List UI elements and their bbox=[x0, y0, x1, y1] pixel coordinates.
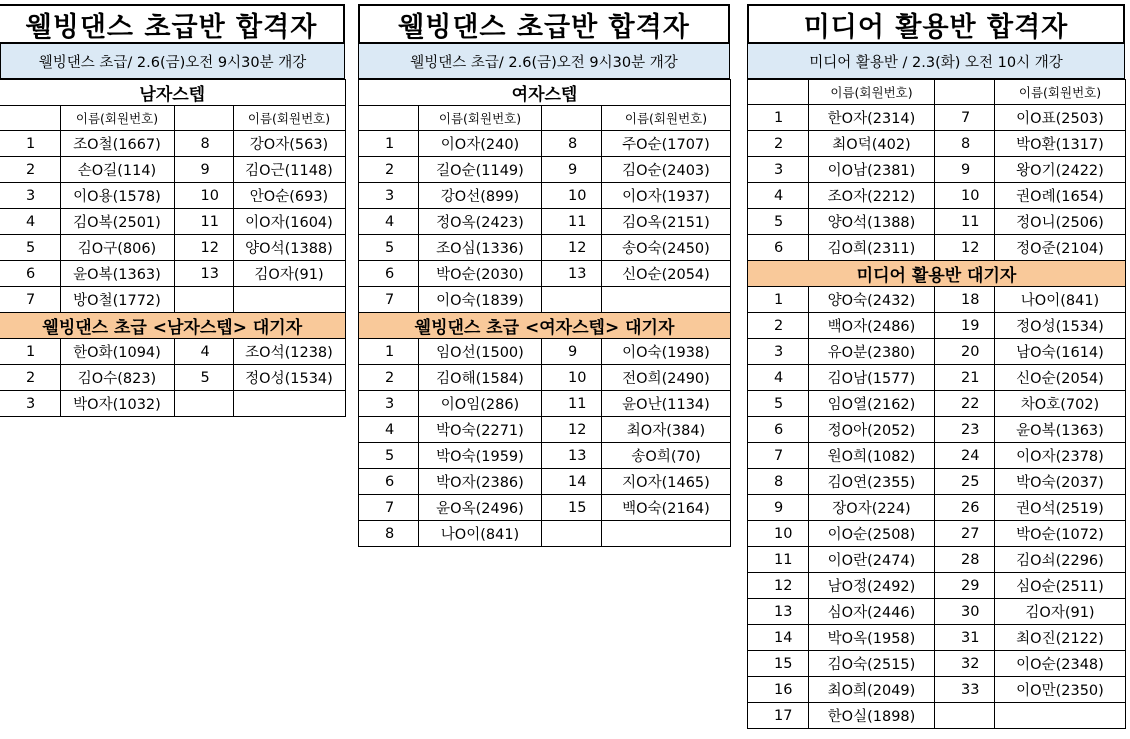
row-number: 14 bbox=[542, 469, 602, 495]
member-name: 이O순(2508) bbox=[809, 521, 935, 547]
member-name: 박O숙(1959) bbox=[419, 443, 542, 469]
row-number: 11 bbox=[748, 547, 809, 573]
member-name: 원O희(1082) bbox=[809, 443, 935, 469]
member-name: 김O수(823) bbox=[60, 365, 174, 391]
waitlist-row bbox=[359, 443, 731, 469]
row-number: 3 bbox=[0, 183, 60, 209]
member-name: 장O자(224) bbox=[809, 495, 935, 521]
member-name: 정O성(1534) bbox=[233, 365, 345, 391]
member-name: 임O열(2162) bbox=[809, 391, 935, 417]
member-name: 권O석(2519) bbox=[995, 495, 1126, 521]
row-number: 25 bbox=[935, 469, 995, 495]
table-row bbox=[359, 287, 731, 313]
row-number: 13 bbox=[174, 261, 233, 287]
row-number: 15 bbox=[542, 495, 602, 521]
row-number: 8 bbox=[174, 131, 233, 157]
member-name: 이O란(2474) bbox=[809, 547, 935, 573]
member-name: 이O남(2381) bbox=[809, 157, 935, 183]
panel-subtitle: 웰빙댄스 초급/ 2.6(금)오전 9시30분 개강 bbox=[0, 44, 345, 79]
row-number: 9 bbox=[542, 339, 602, 365]
row-number: 28 bbox=[935, 547, 995, 573]
waitlist-row bbox=[748, 313, 1126, 339]
waitlist-row bbox=[0, 365, 345, 391]
waitlist-row bbox=[748, 469, 1126, 495]
member-name: 조O자(2212) bbox=[809, 183, 935, 209]
member-name: 나O이(841) bbox=[995, 287, 1126, 313]
roster-table bbox=[0, 79, 346, 417]
row-number: 1 bbox=[0, 339, 60, 365]
member-name: 이O숙(1938) bbox=[602, 339, 731, 365]
row-number: 12 bbox=[174, 235, 233, 261]
row-number: 1 bbox=[359, 339, 419, 365]
header-row bbox=[359, 106, 731, 131]
row-number: 6 bbox=[748, 235, 809, 261]
row-number: 6 bbox=[748, 417, 809, 443]
member-name: 정O니(2506) bbox=[995, 209, 1126, 235]
row-number: 12 bbox=[935, 235, 995, 261]
row-number: 6 bbox=[359, 261, 419, 287]
member-name: 박O자(1032) bbox=[60, 391, 174, 417]
row-number: 10 bbox=[935, 183, 995, 209]
row-number: 24 bbox=[935, 443, 995, 469]
table-row bbox=[0, 235, 345, 261]
row-number: 29 bbox=[935, 573, 995, 599]
row-number: 1 bbox=[0, 131, 60, 157]
member-name: 신O순(2054) bbox=[602, 261, 731, 287]
table-row bbox=[748, 105, 1126, 131]
waitlist-row bbox=[359, 469, 731, 495]
row-number: 31 bbox=[935, 625, 995, 651]
section-title: 여자스텝 bbox=[359, 80, 731, 106]
row-number: 3 bbox=[359, 391, 419, 417]
row-number: 10 bbox=[748, 521, 809, 547]
member-name bbox=[995, 703, 1126, 729]
header-blank bbox=[359, 106, 419, 131]
table-row bbox=[748, 157, 1126, 183]
waitlist-row bbox=[359, 417, 731, 443]
member-name: 전O희(2490) bbox=[602, 365, 731, 391]
row-number: 26 bbox=[935, 495, 995, 521]
member-name: 이O순(2348) bbox=[995, 651, 1126, 677]
header-blank bbox=[935, 80, 995, 105]
member-name: 송O숙(2450) bbox=[602, 235, 731, 261]
row-number: 13 bbox=[748, 599, 809, 625]
member-name: 한O자(2314) bbox=[809, 105, 935, 131]
table-row bbox=[359, 183, 731, 209]
roster-table bbox=[747, 79, 1126, 729]
member-name: 윤O난(1134) bbox=[602, 391, 731, 417]
row-number: 8 bbox=[359, 521, 419, 547]
header-blank bbox=[0, 106, 60, 131]
member-name: 임O선(1500) bbox=[419, 339, 542, 365]
row-number: 3 bbox=[0, 391, 60, 417]
member-name: 백O자(2486) bbox=[809, 313, 935, 339]
member-name: 박O환(1317) bbox=[995, 131, 1126, 157]
member-name: 김O숙(2515) bbox=[809, 651, 935, 677]
row-number: 15 bbox=[748, 651, 809, 677]
row-number bbox=[174, 287, 233, 313]
row-number: 16 bbox=[748, 677, 809, 703]
member-name: 나O이(841) bbox=[419, 521, 542, 547]
row-number: 20 bbox=[935, 339, 995, 365]
waitlist-row bbox=[748, 365, 1126, 391]
row-number: 9 bbox=[748, 495, 809, 521]
member-name: 정O준(2104) bbox=[995, 235, 1126, 261]
member-name: 양O숙(2432) bbox=[809, 287, 935, 313]
member-name: 백O숙(2164) bbox=[602, 495, 731, 521]
row-number: 11 bbox=[174, 209, 233, 235]
row-number: 4 bbox=[748, 365, 809, 391]
panel-title: 웰빙댄스 초급반 합격자 bbox=[358, 4, 730, 44]
waitlist-row bbox=[0, 339, 345, 365]
waitlist-title: 웰빙댄스 초급 <남자스텝> 대기자 bbox=[0, 313, 345, 339]
row-number: 22 bbox=[935, 391, 995, 417]
member-name: 주O순(1707) bbox=[602, 131, 731, 157]
member-name: 손O길(114) bbox=[60, 157, 174, 183]
table-row bbox=[359, 131, 731, 157]
row-number: 10 bbox=[174, 183, 233, 209]
waitlist-row bbox=[748, 417, 1126, 443]
table-row bbox=[748, 209, 1126, 235]
member-name: 권O례(1654) bbox=[995, 183, 1126, 209]
row-number: 9 bbox=[935, 157, 995, 183]
row-number: 9 bbox=[174, 157, 233, 183]
table-row bbox=[0, 183, 345, 209]
column-header-name: 이름(회원번호) bbox=[602, 106, 731, 131]
row-number: 33 bbox=[935, 677, 995, 703]
row-number bbox=[542, 287, 602, 313]
member-name: 안O순(693) bbox=[233, 183, 345, 209]
waitlist-title: 미디어 활용반 대기자 bbox=[748, 261, 1126, 287]
member-name: 박O옥(1958) bbox=[809, 625, 935, 651]
row-number: 3 bbox=[748, 157, 809, 183]
member-name: 김O구(806) bbox=[60, 235, 174, 261]
member-name: 방O철(1772) bbox=[60, 287, 174, 313]
member-name: 이O숙(1839) bbox=[419, 287, 542, 313]
row-number: 11 bbox=[542, 391, 602, 417]
member-name bbox=[602, 287, 731, 313]
column-header-name: 이름(회원번호) bbox=[60, 106, 174, 131]
panel-dance-female bbox=[358, 4, 730, 547]
member-name: 김O연(2355) bbox=[809, 469, 935, 495]
member-name: 최O희(2049) bbox=[809, 677, 935, 703]
row-number: 4 bbox=[0, 209, 60, 235]
row-number: 12 bbox=[542, 417, 602, 443]
member-name: 양O석(1388) bbox=[233, 235, 345, 261]
member-name: 박O순(1072) bbox=[995, 521, 1126, 547]
member-name: 박O순(2030) bbox=[419, 261, 542, 287]
waitlist-row bbox=[748, 391, 1126, 417]
waitlist-row bbox=[359, 365, 731, 391]
panel-subtitle: 미디어 활용반 / 2.3(화) 오전 10시 개강 bbox=[747, 44, 1125, 79]
member-name bbox=[602, 521, 731, 547]
member-name: 정O아(2052) bbox=[809, 417, 935, 443]
member-name: 윤O옥(2496) bbox=[419, 495, 542, 521]
member-name: 김O순(2403) bbox=[602, 157, 731, 183]
member-name: 강O선(899) bbox=[419, 183, 542, 209]
header-blank bbox=[542, 106, 602, 131]
member-name: 남O숙(1614) bbox=[995, 339, 1126, 365]
row-number: 11 bbox=[542, 209, 602, 235]
member-name: 양O석(1388) bbox=[809, 209, 935, 235]
row-number: 14 bbox=[748, 625, 809, 651]
row-number: 10 bbox=[542, 183, 602, 209]
row-number: 12 bbox=[542, 235, 602, 261]
row-number: 8 bbox=[748, 469, 809, 495]
row-number: 7 bbox=[359, 495, 419, 521]
member-name: 박O숙(2271) bbox=[419, 417, 542, 443]
member-name: 김O복(2501) bbox=[60, 209, 174, 235]
row-number: 5 bbox=[748, 209, 809, 235]
row-number: 5 bbox=[748, 391, 809, 417]
member-name: 최O진(2122) bbox=[995, 625, 1126, 651]
row-number: 7 bbox=[935, 105, 995, 131]
member-name: 박O자(2386) bbox=[419, 469, 542, 495]
row-number: 10 bbox=[542, 365, 602, 391]
row-number: 8 bbox=[542, 131, 602, 157]
row-number: 27 bbox=[935, 521, 995, 547]
row-number: 32 bbox=[935, 651, 995, 677]
waitlist-row bbox=[748, 677, 1126, 703]
waitlist-row bbox=[748, 703, 1126, 729]
member-name: 길O순(1149) bbox=[419, 157, 542, 183]
column-header-name: 이름(회원번호) bbox=[233, 106, 345, 131]
table-row bbox=[359, 157, 731, 183]
panel-media bbox=[747, 4, 1125, 729]
row-number: 1 bbox=[359, 131, 419, 157]
row-number: 4 bbox=[359, 417, 419, 443]
table-row bbox=[0, 261, 345, 287]
waitlist-row bbox=[748, 573, 1126, 599]
header-row bbox=[748, 80, 1126, 105]
table-row bbox=[748, 183, 1126, 209]
row-number: 2 bbox=[0, 157, 60, 183]
member-name: 김O근(1148) bbox=[233, 157, 345, 183]
row-number: 9 bbox=[542, 157, 602, 183]
waitlist-row bbox=[748, 521, 1126, 547]
member-name: 차O호(702) bbox=[995, 391, 1126, 417]
table-row bbox=[748, 235, 1126, 261]
waitlist-row bbox=[359, 495, 731, 521]
row-number: 13 bbox=[542, 443, 602, 469]
column-header-name: 이름(회원번호) bbox=[995, 80, 1126, 105]
member-name: 조O심(1336) bbox=[419, 235, 542, 261]
row-number: 7 bbox=[0, 287, 60, 313]
row-number: 18 bbox=[935, 287, 995, 313]
member-name: 이O용(1578) bbox=[60, 183, 174, 209]
member-name: 이O자(1604) bbox=[233, 209, 345, 235]
waitlist-row bbox=[748, 495, 1126, 521]
column-header-name: 이름(회원번호) bbox=[809, 80, 935, 105]
waitlist-row bbox=[748, 547, 1126, 573]
panel-title: 웰빙댄스 초급반 합격자 bbox=[0, 4, 345, 44]
row-number: 13 bbox=[542, 261, 602, 287]
member-name: 지O자(1465) bbox=[602, 469, 731, 495]
row-number: 1 bbox=[748, 105, 809, 131]
row-number bbox=[174, 391, 233, 417]
member-name: 조O철(1667) bbox=[60, 131, 174, 157]
header-blank bbox=[174, 106, 233, 131]
row-number: 7 bbox=[359, 287, 419, 313]
row-number: 6 bbox=[359, 469, 419, 495]
row-number: 4 bbox=[748, 183, 809, 209]
row-number: 5 bbox=[174, 365, 233, 391]
row-number: 30 bbox=[935, 599, 995, 625]
member-name: 정O옥(2423) bbox=[419, 209, 542, 235]
member-name: 이O자(2378) bbox=[995, 443, 1126, 469]
member-name: 조O석(1238) bbox=[233, 339, 345, 365]
row-number: 5 bbox=[359, 235, 419, 261]
member-name: 김O옥(2151) bbox=[602, 209, 731, 235]
member-name: 남O정(2492) bbox=[809, 573, 935, 599]
member-name bbox=[233, 391, 345, 417]
row-number: 2 bbox=[0, 365, 60, 391]
row-number: 3 bbox=[748, 339, 809, 365]
panel-dance-male bbox=[0, 4, 345, 417]
waitlist-row bbox=[748, 443, 1126, 469]
row-number: 21 bbox=[935, 365, 995, 391]
member-name: 윤O복(1363) bbox=[995, 417, 1126, 443]
waitlist-row bbox=[359, 521, 731, 547]
member-name: 박O숙(2037) bbox=[995, 469, 1126, 495]
row-number: 19 bbox=[935, 313, 995, 339]
row-number bbox=[935, 703, 995, 729]
member-name: 김O자(91) bbox=[995, 599, 1126, 625]
row-number: 2 bbox=[748, 131, 809, 157]
member-name: 김O희(2311) bbox=[809, 235, 935, 261]
waitlist-row bbox=[359, 339, 731, 365]
row-number: 2 bbox=[359, 365, 419, 391]
roster-table bbox=[358, 79, 731, 547]
member-name: 이O임(286) bbox=[419, 391, 542, 417]
member-name bbox=[233, 287, 345, 313]
member-name: 정O성(1534) bbox=[995, 313, 1126, 339]
header-blank bbox=[748, 80, 809, 105]
row-number: 7 bbox=[748, 443, 809, 469]
member-name: 유O분(2380) bbox=[809, 339, 935, 365]
waitlist-row bbox=[748, 599, 1126, 625]
table-row bbox=[359, 209, 731, 235]
member-name: 심O순(2511) bbox=[995, 573, 1126, 599]
member-name: 한O실(1898) bbox=[809, 703, 935, 729]
table-row bbox=[0, 209, 345, 235]
row-number: 11 bbox=[935, 209, 995, 235]
member-name: 최O자(384) bbox=[602, 417, 731, 443]
member-name: 이O표(2503) bbox=[995, 105, 1126, 131]
waitlist-row bbox=[748, 287, 1126, 313]
row-number: 5 bbox=[0, 235, 60, 261]
row-number: 4 bbox=[359, 209, 419, 235]
waitlist-title: 웰빙댄스 초급 <여자스텝> 대기자 bbox=[359, 313, 731, 339]
panel-title: 미디어 활용반 합격자 bbox=[747, 4, 1125, 44]
member-name: 한O화(1094) bbox=[60, 339, 174, 365]
waitlist-row bbox=[359, 391, 731, 417]
row-number: 2 bbox=[748, 313, 809, 339]
member-name: 김O쇠(2296) bbox=[995, 547, 1126, 573]
panel-subtitle: 웰빙댄스 초급/ 2.6(금)오전 9시30분 개강 bbox=[358, 44, 730, 79]
row-number: 3 bbox=[359, 183, 419, 209]
member-name: 윤O복(1363) bbox=[60, 261, 174, 287]
row-number: 23 bbox=[935, 417, 995, 443]
table-row bbox=[0, 287, 345, 313]
member-name: 강O자(563) bbox=[233, 131, 345, 157]
member-name: 송O희(70) bbox=[602, 443, 731, 469]
waitlist-row bbox=[748, 651, 1126, 677]
member-name: 김O남(1577) bbox=[809, 365, 935, 391]
row-number: 4 bbox=[174, 339, 233, 365]
row-number bbox=[542, 521, 602, 547]
table-row bbox=[748, 131, 1126, 157]
table-row bbox=[359, 235, 731, 261]
table-row bbox=[0, 157, 345, 183]
member-name: 왕O기(2422) bbox=[995, 157, 1126, 183]
row-number: 2 bbox=[359, 157, 419, 183]
member-name: 신O순(2054) bbox=[995, 365, 1126, 391]
member-name: 최O덕(402) bbox=[809, 131, 935, 157]
row-number: 8 bbox=[935, 131, 995, 157]
header-row bbox=[0, 106, 345, 131]
row-number: 17 bbox=[748, 703, 809, 729]
member-name: 김O자(91) bbox=[233, 261, 345, 287]
section-title: 남자스텝 bbox=[0, 80, 345, 106]
row-number: 12 bbox=[748, 573, 809, 599]
member-name: 심O자(2446) bbox=[809, 599, 935, 625]
member-name: 김O해(1584) bbox=[419, 365, 542, 391]
row-number: 6 bbox=[0, 261, 60, 287]
column-header-name: 이름(회원번호) bbox=[419, 106, 542, 131]
table-row bbox=[0, 131, 345, 157]
table-row bbox=[359, 261, 731, 287]
member-name: 이O자(1937) bbox=[602, 183, 731, 209]
member-name: 이O자(240) bbox=[419, 131, 542, 157]
row-number: 1 bbox=[748, 287, 809, 313]
waitlist-row bbox=[0, 391, 345, 417]
member-name: 이O만(2350) bbox=[995, 677, 1126, 703]
waitlist-row bbox=[748, 625, 1126, 651]
waitlist-row bbox=[748, 339, 1126, 365]
row-number: 5 bbox=[359, 443, 419, 469]
